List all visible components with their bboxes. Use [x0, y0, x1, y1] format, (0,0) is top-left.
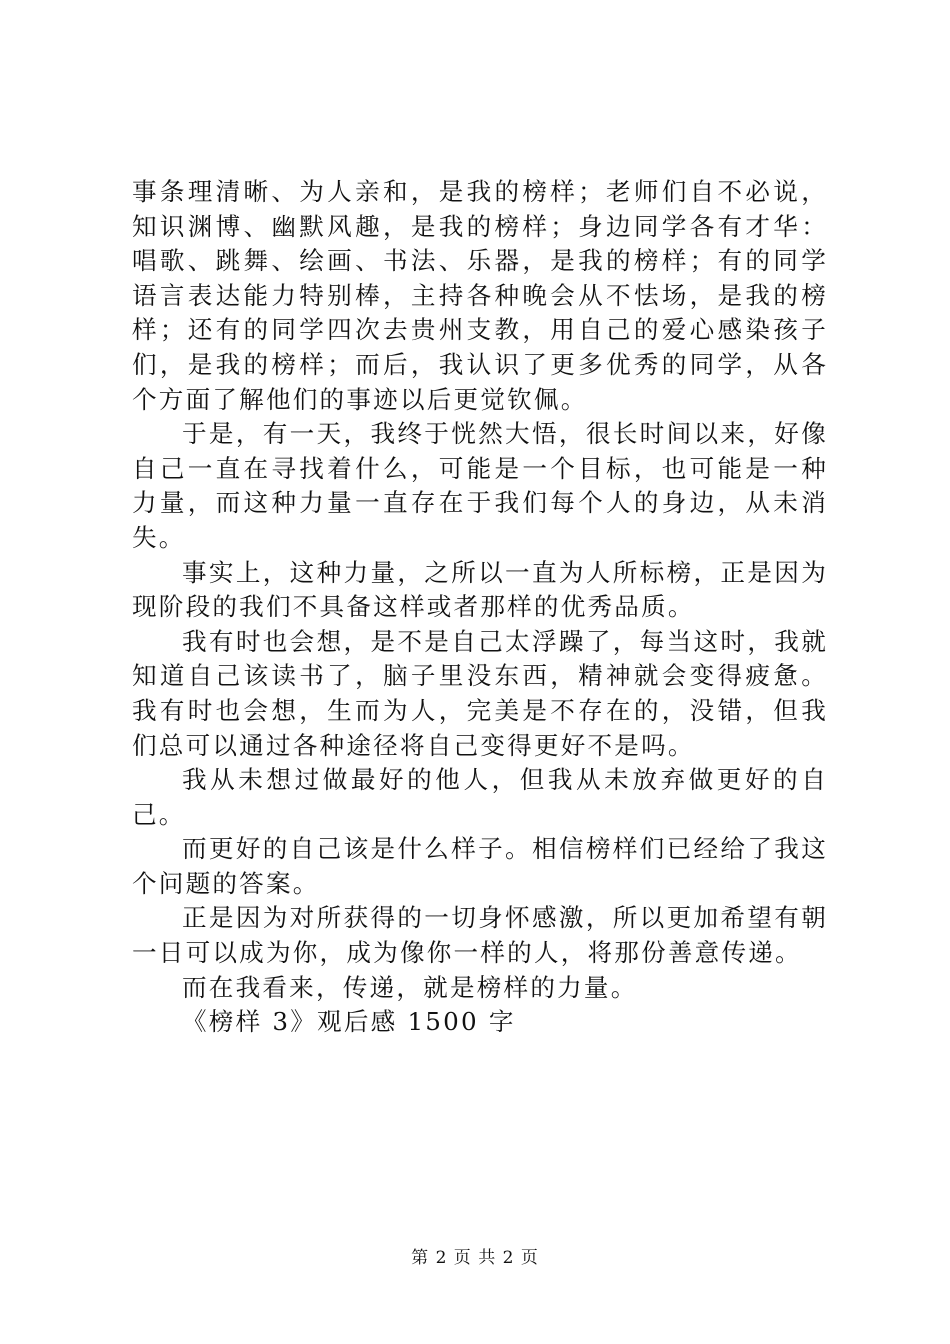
- paragraph: 我从未想过做最好的他人，但我从未放弃做更好的自己。: [132, 765, 828, 829]
- document-body: [132, 175, 828, 1040]
- paragraph: 正是因为对所获得的一切身怀感激，所以更加希望有朝一日可以成为你，成为像你一样的人，将那份善意传递。: [132, 903, 828, 968]
- paragraph-continued: 事条理清晰、为人亲和，是我的榜样；老师们自不必说，知识渊博、幽默风趣，是我的榜样；身边同学各有才华：唱歌、跳舞、绘画、书法、乐器，是我的榜样；有的同学语言表达能力特别棒，主持各种晚会从不怯场，是我的榜样；还有的同学四次去贵州支教，用自己的爱心感染孩子们，是我的榜样；而后，我认识了更多优秀的同学，从各个方面了解他们的事迹以后更觉钦佩。: [132, 177, 828, 414]
- paragraph: 于是，有一天，我终于恍然大悟，很长时间以来，好像自己一直在寻找着什么，可能是一个目标，也可能是一种力量，而这种力量一直存在于我们每个人的身边，从未消失。: [132, 419, 828, 552]
- paragraph: 而更好的自己该是什么样子。相信榜样们已经给了我这个问题的答案。: [132, 834, 828, 898]
- paragraph: 事实上，这种力量，之所以一直为人所标榜，正是因为现阶段的我们不具备这样或者那样的优秀品质。: [132, 557, 828, 622]
- paragraph: 我有时也会想，是不是自己太浮躁了，每当这时，我就知道自己该读书了，脑子里没东西，精神就会变得疲惫。我有时也会想，生而为人，完美是不存在的，没错，但我们总可以通过各种途径将自己变得更好不是吗。: [132, 626, 828, 760]
- paragraph: 而在我看来，传递，就是榜样的力量。: [182, 972, 638, 1002]
- page-footer: 第 2 页 共 2 页: [411, 1248, 539, 1268]
- next-article-title: 《榜样 3》观后感 1500 字: [182, 1007, 516, 1037]
